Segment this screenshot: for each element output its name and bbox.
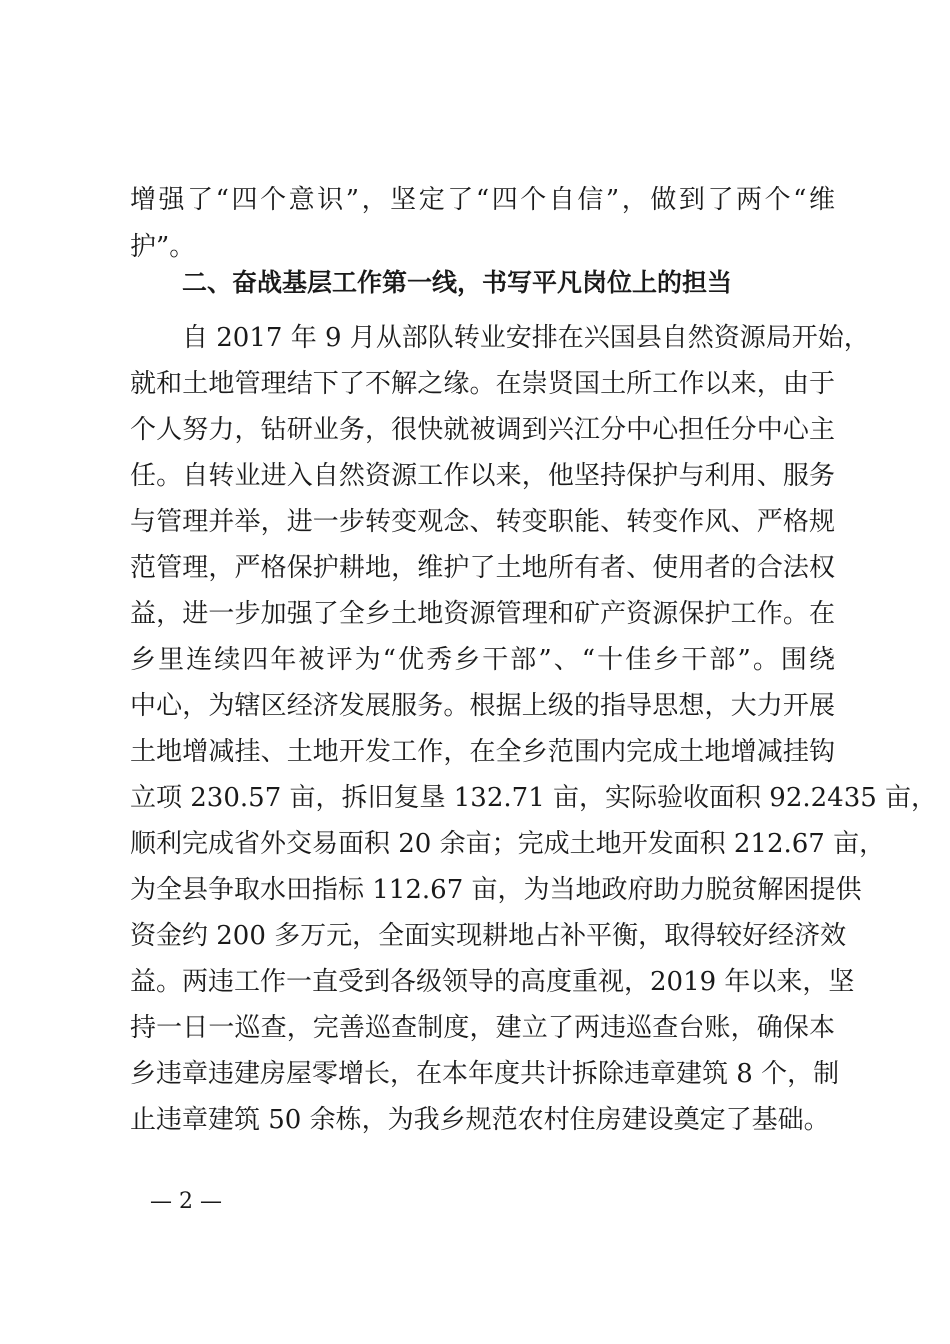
body-line-13: 为全县争取水田指标 112.67 亩，为当地政府助力脱贫解困提供: [130, 875, 862, 905]
intro-line-2: 护”。: [130, 232, 196, 262]
body-line-12: 顺利完成省外交易面积 20 余亩；完成土地开发面积 212.67 亩，: [130, 829, 886, 859]
body-line-16: 持一日一巡查，完善巡查制度，建立了两违巡查台账，确保本: [130, 1013, 835, 1043]
body-line-5: 与管理并举，进一步转变观念、转变职能、转变作风、严格规: [130, 507, 835, 537]
body-line-6: 范管理，严格保护耕地，维护了土地所有者、使用者的合法权: [130, 553, 835, 583]
body-line-14: 资金约 200 多万元，全面实现耕地占补平衡，取得较好经济效: [130, 921, 847, 951]
body-line-17: 乡违章违建房屋零增长，在本年度共计拆除违章建筑 8 个，制: [130, 1059, 840, 1089]
body-line-4: 任。自转业进入自然资源工作以来，他坚持保护与利用、服务: [130, 461, 835, 491]
body-line-3: 个人努力，钻研业务，很快就被调到兴江分中心担任分中心主: [130, 415, 835, 445]
intro-line-1: 增强了“四个意识”，坚定了“四个自信”，做到了两个“维: [130, 185, 835, 215]
body-line-15: 益。两违工作一直受到各级领导的高度重视，2019 年以来，坚: [130, 967, 855, 997]
body-line-10: 土地增减挂、土地开发工作，在全乡范围内完成土地增减挂钩: [130, 737, 835, 767]
body-line-9: 中心，为辖区经济发展服务。根据上级的指导思想，大力开展: [130, 691, 835, 721]
page-number: — 2 —: [150, 1189, 222, 1214]
body-line-11: 立项 230.57 亩，拆旧复垦 132.71 亩，实际验收面积 92.2435 亩，: [130, 783, 938, 813]
body-line-18: 止违章建筑 50 余栋，为我乡规范农村住房建设奠定了基础。: [130, 1105, 830, 1135]
body-line-1: 自 2017 年 9 月从部队转业安排在兴国县自然资源局开始，: [182, 323, 870, 353]
section-heading: 二、奋战基层工作第一线，书写平凡岗位上的担当: [182, 268, 733, 297]
body-line-2: 就和土地管理结下了不解之缘。在崇贤国土所工作以来，由于: [130, 369, 835, 399]
body-line-7: 益，进一步加强了全乡土地资源管理和矿产资源保护工作。在: [130, 599, 835, 629]
body-line-8: 乡里连续四年被评为“优秀乡干部”、“十佳乡干部”。围绕: [130, 645, 835, 675]
